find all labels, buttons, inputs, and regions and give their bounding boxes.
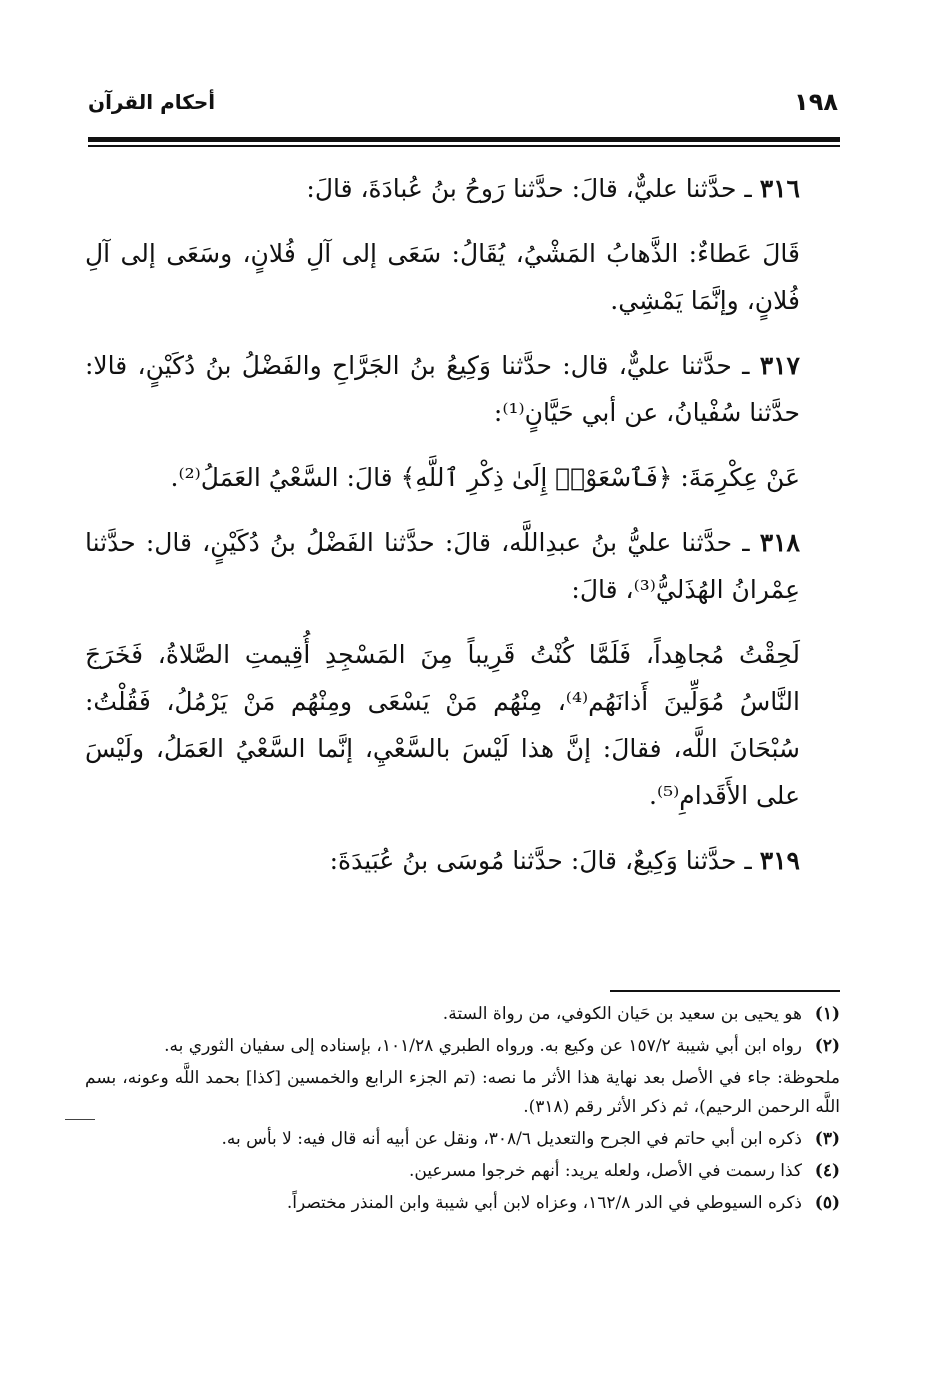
hadith-number: ٣١٦ <box>759 174 800 203</box>
hadith-text: ـ حدَّثنا عليُّ بنُ عبدِاللَّه، قالَ: حدَّثنا الفَضْلُ بنُ دُكَيْنٍ، قال: حدَّثنا عِمْرانُ الهُذَليُّ⁽³⁾، قالَ: <box>85 528 800 604</box>
hadith-text: ـ حدَّثنا عليٌّ، قالَ: حدَّثنا رَوحُ بنُ عُبادَةَ، قالَ: <box>306 174 752 203</box>
narration-ata <box>85 230 840 324</box>
running-title: أحكام القرآن <box>88 90 216 114</box>
hadith-number: ٣١٨ <box>759 528 800 557</box>
footnote-remark: ملحوظة: جاء في الأصل بعد نهاية هذا الأثر ما نصه: (تم الجزء الرابع والخمسين [كذا] بحمد اللَّه وعونه، بسم اللَّه الرحمن الرحيم)، ثم ذكر الأثر رقم (٣١٨). <box>85 1068 840 1117</box>
footnote-text: كذا رسمت في الأصل، ولعله يريد: أنهم خرجوا مسرعين. <box>408 1161 802 1181</box>
main-text <box>85 165 840 884</box>
header-rule-thin <box>88 145 840 147</box>
hadith-number: ٣١٧ <box>759 351 800 380</box>
hadith-317 <box>85 342 840 436</box>
hadith-316 <box>85 165 840 212</box>
footnote-mark: (٥) <box>814 1193 840 1213</box>
footnote-text: ذكره السيوطي في الدر ١٦٢/٨، وعزاه لابن أبي شيبة وابن المنذر مختصراً. <box>286 1193 802 1213</box>
hadith-number: ٣١٩ <box>759 846 800 875</box>
footnote-4 <box>85 1157 840 1186</box>
footnote-separator <box>610 990 840 992</box>
footnotes <box>85 1000 840 1221</box>
footnote-3 <box>85 1125 840 1154</box>
hadith-319 <box>85 837 840 884</box>
footnote-5 <box>85 1189 840 1218</box>
footnote-mark: (٢) <box>814 1036 840 1056</box>
hadith-text: ـ حدَّثنا وَكِيعٌ، قالَ: حدَّثنا مُوسَى بنُ عُبَيدَةَ: <box>329 846 752 875</box>
hadith-text: ـ حدَّثنا عليٌّ، قال: حدَّثنا وَكِيعُ بنُ الجَرَّاحِ والفَضْلُ بنُ دُكَيْنٍ، قالا: حدَّثنا سُفْيانُ، عن أبي حَيَّانٍ⁽¹⁾: <box>85 351 800 427</box>
narration-text: عَنْ عِكْرِمَةَ: ﴿فَٱسْعَوْا۟ إِلَىٰ ذِكْرِ ٱللَّهِ﴾ قالَ: السَّعْيُ العَمَلُ⁽²⁾. <box>170 463 800 492</box>
footnote-1 <box>85 1000 840 1029</box>
footnote-2 <box>85 1032 840 1061</box>
narration-ikrima <box>85 454 840 501</box>
footnote-mark: (١) <box>814 1004 840 1024</box>
narration-text: لَحِقْتُ مُجاهِداً، فَلَمَّا كُنْتُ قَرِيباً مِنَ المَسْجِدِ أُقِيمتِ الصَّلاةُ، فَخَرَجَ النَّاسُ مُوَلِّينَ أَذانَهُم⁽⁴⁾، مِنْهُم مَنْ يَسْعَى ومِنْهُم مَنْ يَرْمُلُ، فَقُلْتُ: سُبْحَانَ اللَّه، فقالَ: إنَّ هذا لَيْسَ بالسَّعْيِ، إنَّما السَّعْيُ العَمَلُ، ولَيْسَ على الأَقَدامِ⁽⁵⁾. <box>85 640 800 810</box>
footnote-mark: (٣) <box>814 1129 840 1149</box>
hadith-318 <box>85 519 840 613</box>
footnote-text: رواه ابن أبي شيبة ١٥٧/٢ عن وكيع به. ورواه الطبري ١٠١/٢٨، بإسناده إلى سفيان الثوري به. <box>164 1036 802 1056</box>
page-header <box>88 88 840 128</box>
narration-text: قَالَ عَطاءٌ: الذَّهابُ المَشْيُ، يُقَالُ: سَعَى إلى آلِ فُلانٍ، وسَعَى إلى آلِ فُلانٍ، وإنَّمَا يَمْشِي. <box>85 239 800 315</box>
footnote-text: ذكره ابن أبي حاتم في الجرح والتعديل ٣٠٨/٦، ونقل عن أبيه أنه قال فيه: لا بأس به. <box>221 1129 802 1149</box>
footnote-text: هو يحيى بن سعيد بن حَيان الكوفي، من رواة الستة. <box>442 1004 802 1024</box>
footnote-mark: (٤) <box>814 1161 840 1181</box>
narration-mujahid <box>85 631 840 819</box>
page-number: ١٩٨ <box>794 88 838 116</box>
header-rule-thick <box>88 137 840 142</box>
